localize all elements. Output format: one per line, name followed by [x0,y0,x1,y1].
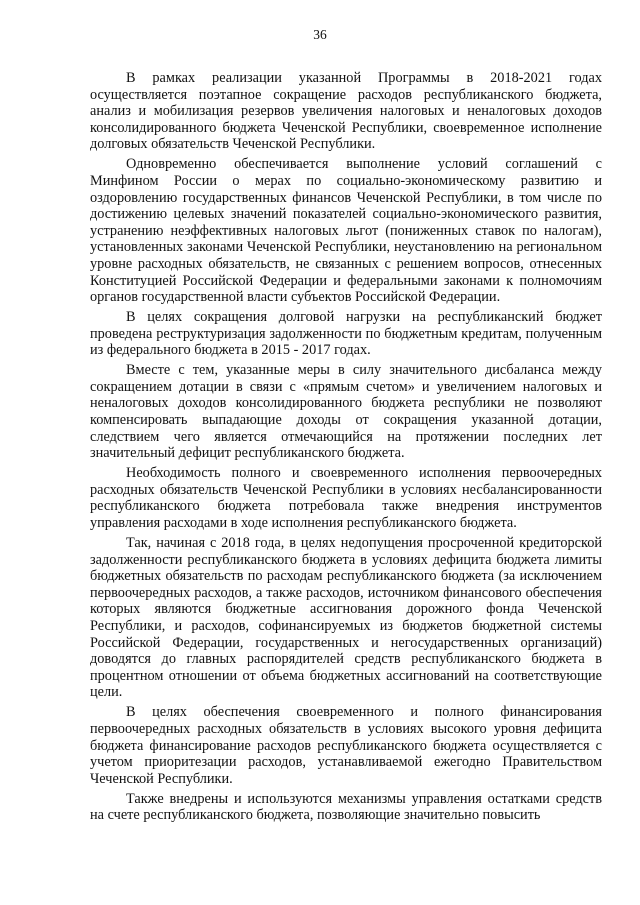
paragraph-8: Также внедрены и используются механизмы управления остатками средств на счете республиканского бюджета, позволяющие значительно повысить [90,790,602,824]
paragraph-6: Так, начиная с 2018 года, в целях недопущения просроченной кредиторской задолженности республиканского бюджета в условиях дефицита бюджета лимиты бюджетных обязательств по расходам республиканского бюджета (за исключением первоочередных расходов, а также расходов, источником финансового обеспечения которых являются бюджетные ассигнования дорожного фонда Чеченской Республики, и расходов, софинансируемых из бюджетов бюджетной системы Российской Федерации, государственных и негосударственных организаций) доводятся до главных распорядителей средств республиканского бюджета в процентном отношении от объема бюджетных ассигнований на соответствующие цели. [90,534,602,701]
page-number: 36 [313,27,327,42]
paragraph-1: В рамках реализации указанной Программы в 2018-2021 годах осуществляется поэтапное сокращение расходов республиканского бюджета, анализ и мобилизация резервов увеличения налоговых и неналоговых доходов консолидированного бюджета Чеченской Республики, своевременное исполнение долговых обязательств Чеченской Республики. [90,70,602,153]
paragraph-7: В целях обеспечения своевременного и полного финансирования первоочередных расходных обязательств в условиях высокого уровня дефицита бюджета финансирование расходов республиканского бюджета осуществляется с учетом приоритезации расходов, устанавливаемой ежегодно Правительством Чеченской Республики. [90,704,602,787]
body-text [90,70,602,827]
paragraph-5: Необходимость полного и своевременного исполнения первоочередных расходных обязательств Чеченской Республики в условиях несбалансированности республиканского бюджета потребовала также внедрения инструментов управления расходами в ходе исполнения республиканского бюджета. [90,465,602,531]
paragraph-2: Одновременно обеспечивается выполнение условий соглашений с Минфином России о мерах по социально-экономическому развитию и оздоровлению государственных финансов Чеченской Республики, в том числе по достижению целевых значений показателей социально-экономического развития, устранению неэффективных налоговых льгот (пониженных ставок по налогам), установленных законами Чеченской Республики, неустановлению на региональном уровне расходных обязательств, не связанных с решением вопросов, отнесенных Конституцией Российской Федерации и федеральными законами к полномочиям органов государственной власти субъектов Российской Федерации. [90,156,602,306]
paragraph-4: Вместе с тем, указанные меры в силу значительного дисбаланса между сокращением дотации в связи с «прямым счетом» и увеличением налоговых и неналоговых доходов консолидированного бюджета республики не позволяют компенсировать выпадающие доходы от сокращения указанной дотации, следствием чего является отмечающийся на протяжении последних лет значительный дефицит республиканского бюджета. [90,362,602,462]
paragraph-3: В целях сокращения долговой нагрузки на республиканский бюджет проведена реструктуризация задолженности по бюджетным кредитам, полученным из федерального бюджета в 2015 - 2017 годах. [90,309,602,359]
